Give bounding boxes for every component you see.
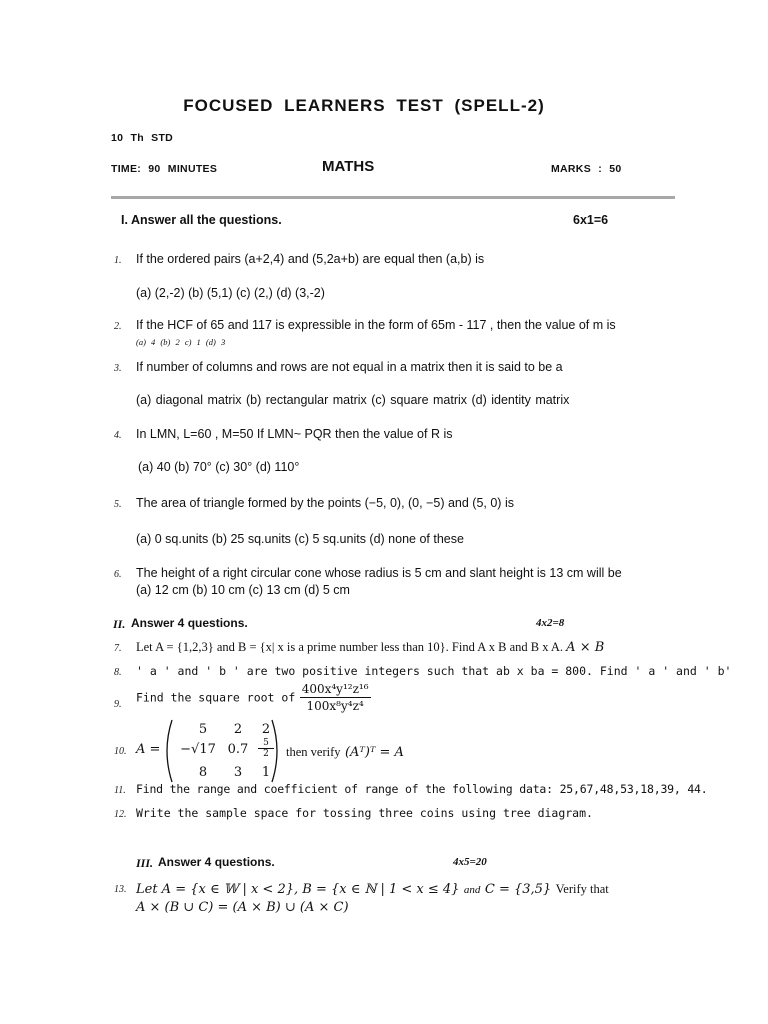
- question-number: 7.: [114, 643, 122, 654]
- fraction-denominator: 100x⁸y⁴z⁴: [306, 699, 364, 713]
- question-text: In LMN, L=60 , M=50 If LMN~ PQR then the value of R is: [136, 427, 453, 441]
- time-label: TIME: 90 MINUTES: [111, 163, 218, 175]
- question-number: 4.: [114, 430, 122, 441]
- matrix-cell: −√17: [180, 742, 216, 757]
- header-divider: [111, 196, 675, 199]
- question-13-set-c: C = {3,5}: [484, 882, 552, 897]
- question-number: 5.: [114, 499, 122, 510]
- question-13-and: and: [463, 884, 481, 896]
- question-text: If the HCF of 65 and 117 is expressible in the form of 65m - 117 , then the value of m is: [136, 318, 616, 332]
- question-7-text: Let A = {1,2,3} and B = {x| x is a prime number less than 10}. Find A x B and B x A.: [136, 640, 564, 654]
- fraction-numerator: 5: [258, 738, 274, 749]
- fraction-denominator: 2: [263, 749, 269, 759]
- matrix-cell: 2: [261, 722, 271, 737]
- question-number: 6.: [114, 569, 122, 580]
- matrix-cell: 0.7: [227, 742, 249, 757]
- question-text: ' a ' and ' b ' are two positive integers such that ab x ba = 800. Find ' a ' and ' b': [136, 664, 732, 678]
- section-1-heading: I. Answer all the questions.: [121, 213, 282, 227]
- question-options: (a) 0 sq.units (b) 25 sq.units (c) 5 sq.units (d) none of these: [136, 532, 464, 546]
- question-number: 12.: [114, 809, 127, 820]
- section-3-number: III.: [136, 856, 154, 870]
- question-9-text: Find the square root of: [136, 690, 296, 705]
- section-2-heading: Answer 4 questions.: [131, 616, 248, 630]
- page-title: FOCUSED LEARNERS TEST (SPELL-2): [183, 96, 545, 115]
- question-number: 2.: [114, 321, 122, 332]
- question-10-expression: (Aᵀ)ᵀ = A: [344, 745, 404, 760]
- question-text: If the ordered pairs (a+2,4) and (5,2a+b) are equal then (a,b) is: [136, 252, 485, 266]
- section-1-marks: 6x1=6: [573, 213, 609, 227]
- section-3-heading: Answer 4 questions.: [158, 855, 275, 869]
- question-text: If number of columns and rows are not equal in a matrix then it is said to be a: [136, 360, 563, 374]
- matrix-lhs: A =: [136, 742, 161, 757]
- fraction: [300, 682, 371, 713]
- question-text: Write the sample space for tossing three coins using tree diagram.: [136, 806, 593, 820]
- standard-label: 10 Th STD: [111, 132, 174, 144]
- question-number: 3.: [114, 363, 122, 374]
- question-text: [136, 880, 609, 898]
- matrix-cell: 5: [198, 722, 208, 737]
- fraction-numerator: 400x⁴y¹²z¹⁶: [301, 682, 369, 696]
- question-number: 9.: [114, 699, 122, 710]
- question-text: Find the range and coefficient of range of the following data: 25,67,48,53,18,39, 44.: [136, 782, 708, 796]
- matrix-cell: 1: [261, 765, 271, 780]
- question-13-sets: Let A = {x ∈ 𝕎 | x < 2}, B = {x ∈ ℕ | 1 < x ≤ 4}: [136, 882, 460, 897]
- matrix-cell: 2: [233, 722, 243, 737]
- question-options: (a) (2,-2) (b) (5,1) (c) (2,) (d) (3,-2): [136, 286, 325, 300]
- question-text: [136, 682, 371, 713]
- question-10-tail: [286, 743, 404, 761]
- question-number: 8.: [114, 667, 122, 678]
- question-options: (a) diagonal matrix (b) rectangular matrix (c) square matrix (d) identity matrix: [136, 393, 570, 407]
- question-7-expression: A × B: [566, 640, 605, 655]
- question-number: 11.: [114, 785, 126, 796]
- question-number: 1.: [114, 255, 122, 266]
- question-number: 10.: [114, 746, 127, 757]
- section-2-number: II.: [113, 617, 126, 631]
- matrix-cell: 3: [233, 765, 243, 780]
- marks-label: MARKS : 50: [551, 163, 622, 175]
- section-3-marks: 4x5=20: [453, 856, 487, 868]
- section-2-marks: 4x2=8: [536, 617, 565, 629]
- subject-label: MATHS: [322, 158, 375, 175]
- question-options: (a) 40 (b) 70° (c) 30° (d) 110°: [138, 460, 300, 474]
- question-13-identity: A × (B ∪ C) = (A × B) ∪ (A × C): [136, 900, 349, 915]
- question-10-text: then verify: [286, 745, 341, 759]
- question-options: (a) 4 (b) 2 c) 1 (d) 3: [136, 337, 226, 347]
- question-options: (a) 12 cm (b) 10 cm (c) 13 cm (d) 5 cm: [136, 583, 350, 597]
- question-13-verify: Verify that: [555, 882, 609, 896]
- matrix-cell: 8: [198, 765, 208, 780]
- question-number: 13.: [114, 884, 127, 895]
- question-text: The area of triangle formed by the points (−5, 0), (0, −5) and (5, 0) is: [136, 496, 514, 510]
- question-text: The height of a right circular cone whose radius is 5 cm and slant height is 13 cm will be: [136, 566, 622, 580]
- question-text: [136, 640, 604, 655]
- matrix-cell-fraction: [258, 738, 274, 759]
